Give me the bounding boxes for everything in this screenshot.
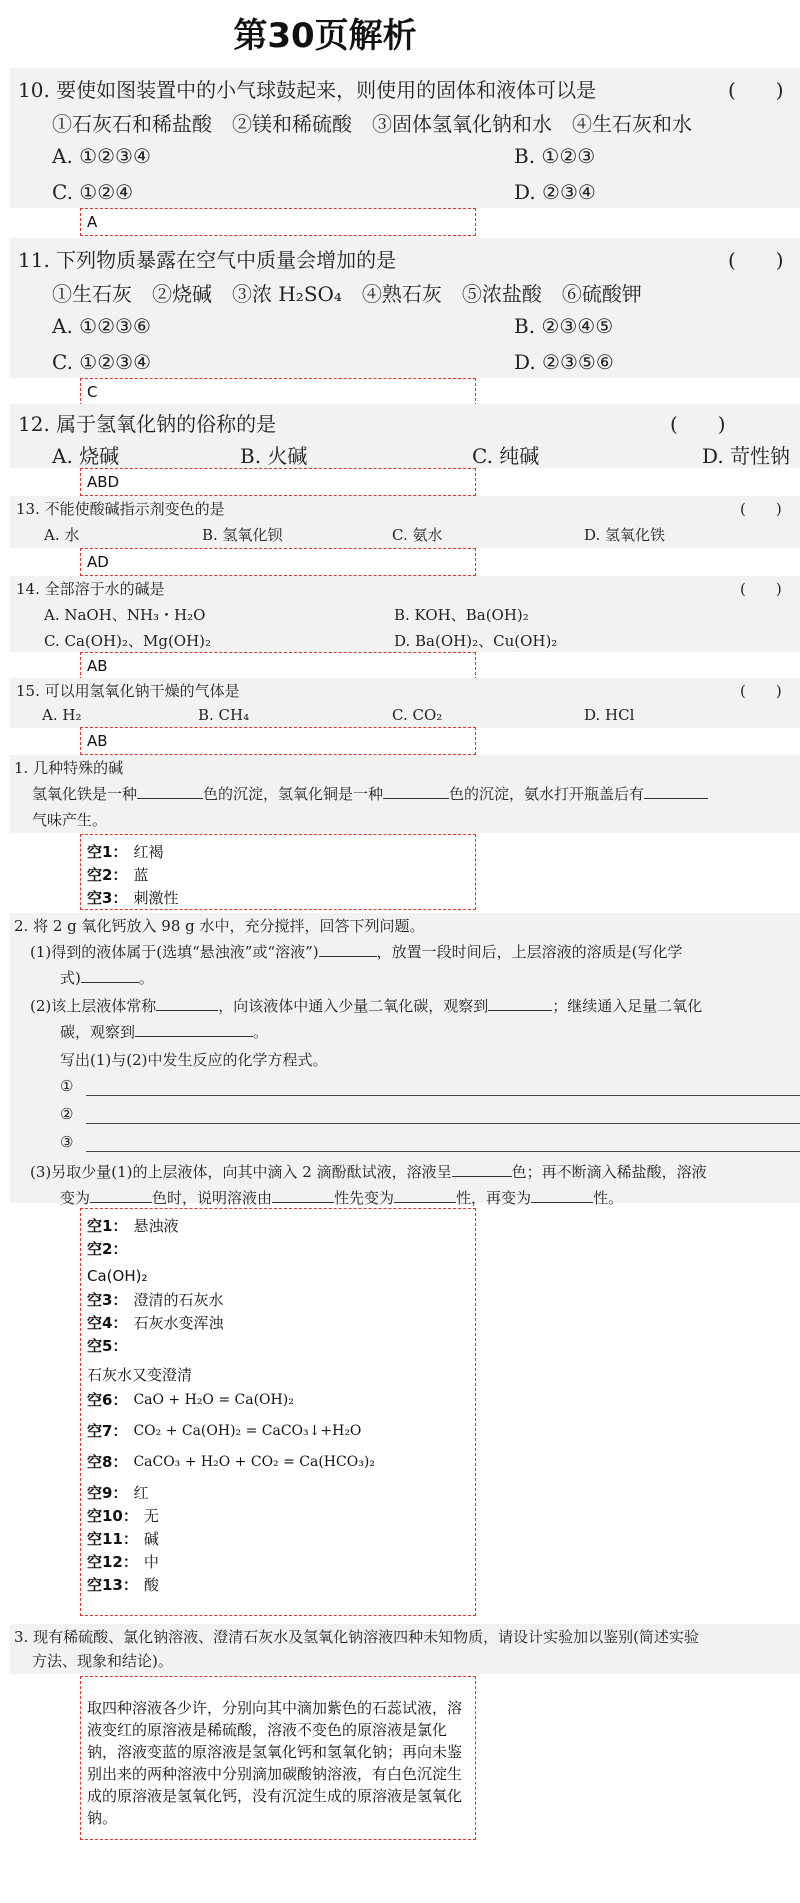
answer-label: 空1： (87, 843, 128, 861)
answer-label: 空10： (87, 1507, 138, 1525)
option-a: A. ①②③④ (52, 144, 151, 168)
answer-value: 石灰水变浑浊 (133, 1314, 224, 1332)
blank (137, 798, 203, 799)
question-stem: 13. 不能使酸碱指示剂变色的是 (16, 500, 225, 518)
answer-label: 空2： (87, 1240, 128, 1258)
question-line (60, 1021, 268, 1042)
answer-text: AB (87, 657, 108, 675)
option-d: D. Ba(OH)₂、Cu(OH)₂ (394, 632, 558, 650)
answer-paren: ( ) (740, 682, 782, 700)
answer-box (80, 548, 476, 576)
question-13 (10, 496, 800, 548)
page-title: 第30页解析 (233, 16, 417, 56)
text: 。 (138, 969, 154, 987)
text: 。 (253, 1023, 269, 1041)
answer-box (80, 1676, 476, 1840)
answer-row (87, 1289, 469, 1310)
answer-box (80, 834, 476, 910)
option-c: C. 纯碱 (472, 444, 540, 468)
answer-value: 刺激性 (133, 889, 179, 907)
blank (272, 1202, 334, 1203)
answer-paren: ( ) (740, 500, 782, 518)
question-stem: 12. 属于氢氧化钠的俗称的是 (18, 412, 277, 436)
answer-label: 空2： (87, 866, 128, 884)
answer-value: 红 (133, 1484, 149, 1502)
answer-label: 空6： (87, 1391, 128, 1409)
answer-label: 空13： (87, 1576, 138, 1594)
question-line: 写出(1)与(2)中发生反应的化学方程式。 (60, 1051, 328, 1069)
blank (81, 982, 139, 983)
answer-row (87, 1482, 469, 1503)
question-items: ①石灰石和稀盐酸 ②镁和稀硫酸 ③固体氢氧化钠和水 ④生石灰和水 (52, 112, 692, 136)
answer-row (87, 1574, 469, 1595)
answer-row (87, 1238, 469, 1259)
answer-label: 空8： (87, 1453, 128, 1471)
question-11 (10, 238, 800, 378)
answer-label: 空1： (87, 1217, 128, 1235)
answer-box (80, 652, 476, 680)
answer-row (87, 1389, 469, 1410)
option-a: A. ①②③⑥ (52, 314, 151, 338)
answer-label: 空11： (87, 1530, 138, 1548)
option-a: A. 水 (44, 526, 80, 544)
answer-text: A (87, 213, 98, 231)
option-c: C. Ca(OH)₂、Mg(OH)₂ (44, 632, 212, 650)
text: 变为 (60, 1189, 91, 1207)
answer-row (87, 864, 469, 885)
question-line (60, 967, 154, 988)
answer-text: ABD (87, 473, 120, 491)
text: 性。 (593, 1189, 624, 1207)
answer-row (87, 887, 469, 908)
answer-text: AD (87, 553, 109, 571)
text: 式) (60, 969, 81, 987)
question-line (30, 1161, 707, 1182)
text: 色的沉淀，氢氧化铜是一种 (203, 785, 384, 803)
answer-value: 碱 (143, 1530, 159, 1548)
answer-box (80, 727, 476, 755)
answer-value: 红褐 (133, 843, 164, 861)
text: 色；再不断滴入稀盐酸，溶液 (511, 1163, 707, 1181)
question-12 (10, 404, 800, 468)
text: 碳，观察到 (60, 1023, 136, 1041)
blank (90, 1202, 152, 1203)
answer-label: 空7： (87, 1422, 128, 1440)
answer-value: 蓝 (133, 866, 149, 884)
answer-text: C (87, 383, 98, 401)
question-stem: 10. 要使如图装置中的小气球鼓起来，则使用的固体和液体可以是 (18, 78, 597, 102)
question-14 (10, 576, 800, 652)
answer-value: 无 (143, 1507, 159, 1525)
fill-question-3 (10, 1624, 800, 1674)
text: (3)另取少量(1)的上层液体，向其中滴入 2 滴酚酞试液，溶液呈 (30, 1163, 452, 1181)
blank (452, 1176, 512, 1177)
option-c: C. ①②③④ (52, 350, 152, 374)
question-line (60, 1187, 623, 1208)
question-line: 气味产生。 (32, 811, 108, 829)
question-items: ①生石灰 ②烧碱 ③浓 H₂SO₄ ④熟石灰 ⑤浓盐酸 ⑥硫酸钾 (52, 282, 642, 306)
question-10 (10, 68, 800, 208)
option-b: B. ②③④⑤ (514, 314, 614, 338)
text: ；继续通入足量二氧化 (552, 997, 703, 1015)
option-c: C. CO₂ (392, 706, 443, 724)
answer-row (87, 1528, 469, 1549)
equation-line (86, 1151, 800, 1152)
answer-label: 空4： (87, 1314, 128, 1332)
option-c: C. ①②④ (52, 180, 134, 204)
blank (383, 798, 449, 799)
text: 性，再变为 (456, 1189, 532, 1207)
answer-equation: CO₂ + Ca(OH)₂ = CaCO₃↓+H₂O (133, 1422, 362, 1439)
option-c: C. 氨水 (392, 526, 443, 544)
answer-value: 澄清的石灰水 (133, 1291, 224, 1309)
answer-value: 悬浊液 (133, 1217, 179, 1235)
answer-equation: CaCO₃ + H₂O + CO₂ = Ca(HCO₃)₂ (133, 1453, 375, 1470)
blank (135, 1036, 253, 1037)
answer-paren: ( ) (728, 78, 784, 102)
option-d: D. 苛性钠 (702, 444, 791, 468)
question-line (30, 995, 702, 1016)
option-b: B. CH₄ (198, 706, 250, 724)
equation-line (86, 1095, 800, 1096)
answer-row (87, 1215, 469, 1236)
answer-value: 石灰水又变澄清 (87, 1366, 193, 1384)
equation-marker: ② (60, 1105, 74, 1123)
answer-box (80, 468, 476, 496)
text: ，放置一段时间后，上层溶液的溶质是(写化学 (376, 943, 683, 961)
answer-paren: ( ) (728, 248, 784, 272)
blank (319, 956, 377, 957)
answer-label: 空12： (87, 1553, 138, 1571)
fill-question-1 (10, 755, 800, 833)
answer-row (87, 1420, 469, 1441)
option-b: B. 氢氧化钡 (202, 526, 283, 544)
text: (1)得到的液体属于(选填“悬浊液”或“溶液”) (30, 943, 319, 961)
answer-value: Ca(OH)₂ (87, 1267, 148, 1285)
answer-row (87, 841, 469, 862)
answer-label: 空3： (87, 889, 128, 907)
question-line (32, 783, 708, 804)
text: 色的沉淀，氨水打开瓶盖后有 (449, 785, 645, 803)
blank (156, 1010, 218, 1011)
answer-row (87, 1267, 469, 1285)
option-d: D. ②③⑤⑥ (514, 350, 614, 374)
answer-label: 空9： (87, 1484, 128, 1502)
answer-value: 酸 (143, 1576, 159, 1594)
blank (644, 798, 708, 799)
text: ，向该液体中通入少量二氧化碳，观察到 (218, 997, 489, 1015)
answer-row (87, 1364, 469, 1385)
question-line: 3. 现有稀硫酸、氯化钠溶液、澄清石灰水及氢氧化钠溶液四种未知物质，请设计实验加以鉴别(简述实验 (14, 1628, 699, 1646)
answer-paren: ( ) (740, 580, 782, 598)
option-a: A. NaOH、NH₃・H₂O (44, 606, 206, 624)
option-d: D. 氢氧化铁 (584, 526, 666, 544)
fill-question-2 (10, 913, 800, 1207)
answer-label: 空5： (87, 1337, 128, 1355)
option-d: D. HCl (584, 706, 635, 724)
answer-paragraph: 取四种溶液各少许，分别向其中滴加紫色的石蕊试液，溶液变红的原溶液是稀硫酸，溶液不变色的原溶液是氯化钠，溶液变蓝的原溶液是氢氧化钙和氢氧化钠；再向未鉴别出来的两种溶液中分别滴加碳酸钠溶液，有白色沉淀生成的原溶液是氢氧化钙，没有沉淀生成的原溶液是氢氧化钠。 (87, 1699, 463, 1827)
text: (2)该上层液体常称 (30, 997, 157, 1015)
question-heading: 2. 将 2 g 氧化钙放入 98 g 水中，充分搅拌，回答下列问题。 (14, 917, 425, 935)
blank (488, 1010, 552, 1011)
question-stem: 14. 全部溶于水的碱是 (16, 580, 165, 598)
answer-label: 空3： (87, 1291, 128, 1309)
answer-equation: CaO + H₂O = Ca(OH)₂ (133, 1391, 294, 1408)
option-b: B. ①②③ (514, 144, 596, 168)
equation-line (86, 1123, 800, 1124)
answer-row (87, 1505, 469, 1526)
answer-box (80, 378, 476, 406)
text: 色时，说明溶液由 (152, 1189, 273, 1207)
text: 性先变为 (334, 1189, 395, 1207)
answer-text: AB (87, 732, 108, 750)
question-15 (10, 678, 800, 728)
option-d: D. ②③④ (514, 180, 596, 204)
answer-box (80, 1208, 476, 1616)
option-b: B. 火碱 (240, 444, 308, 468)
answer-row (87, 1335, 469, 1356)
text: 氢氧化铁是一种 (32, 785, 138, 803)
answer-row (87, 1312, 469, 1333)
question-line: 方法、现象和结论)。 (32, 1652, 173, 1670)
answer-row (87, 1551, 469, 1572)
answer-paren: ( ) (670, 412, 726, 436)
question-heading: 1. 几种特殊的碱 (14, 759, 124, 777)
blank (531, 1202, 593, 1203)
equation-marker: ① (60, 1077, 74, 1095)
option-a: A. 烧碱 (52, 444, 120, 468)
question-stem: 15. 可以用氢氧化钠干燥的气体是 (16, 682, 240, 700)
blank (394, 1202, 456, 1203)
answer-row (87, 1451, 469, 1472)
answer-box (80, 208, 476, 236)
answer-value: 中 (143, 1553, 159, 1571)
question-stem: 11. 下列物质暴露在空气中质量会增加的是 (18, 248, 397, 272)
option-b: B. KOH、Ba(OH)₂ (394, 606, 529, 624)
equation-marker: ③ (60, 1133, 74, 1151)
question-line (30, 941, 683, 962)
option-a: A. H₂ (42, 706, 82, 724)
